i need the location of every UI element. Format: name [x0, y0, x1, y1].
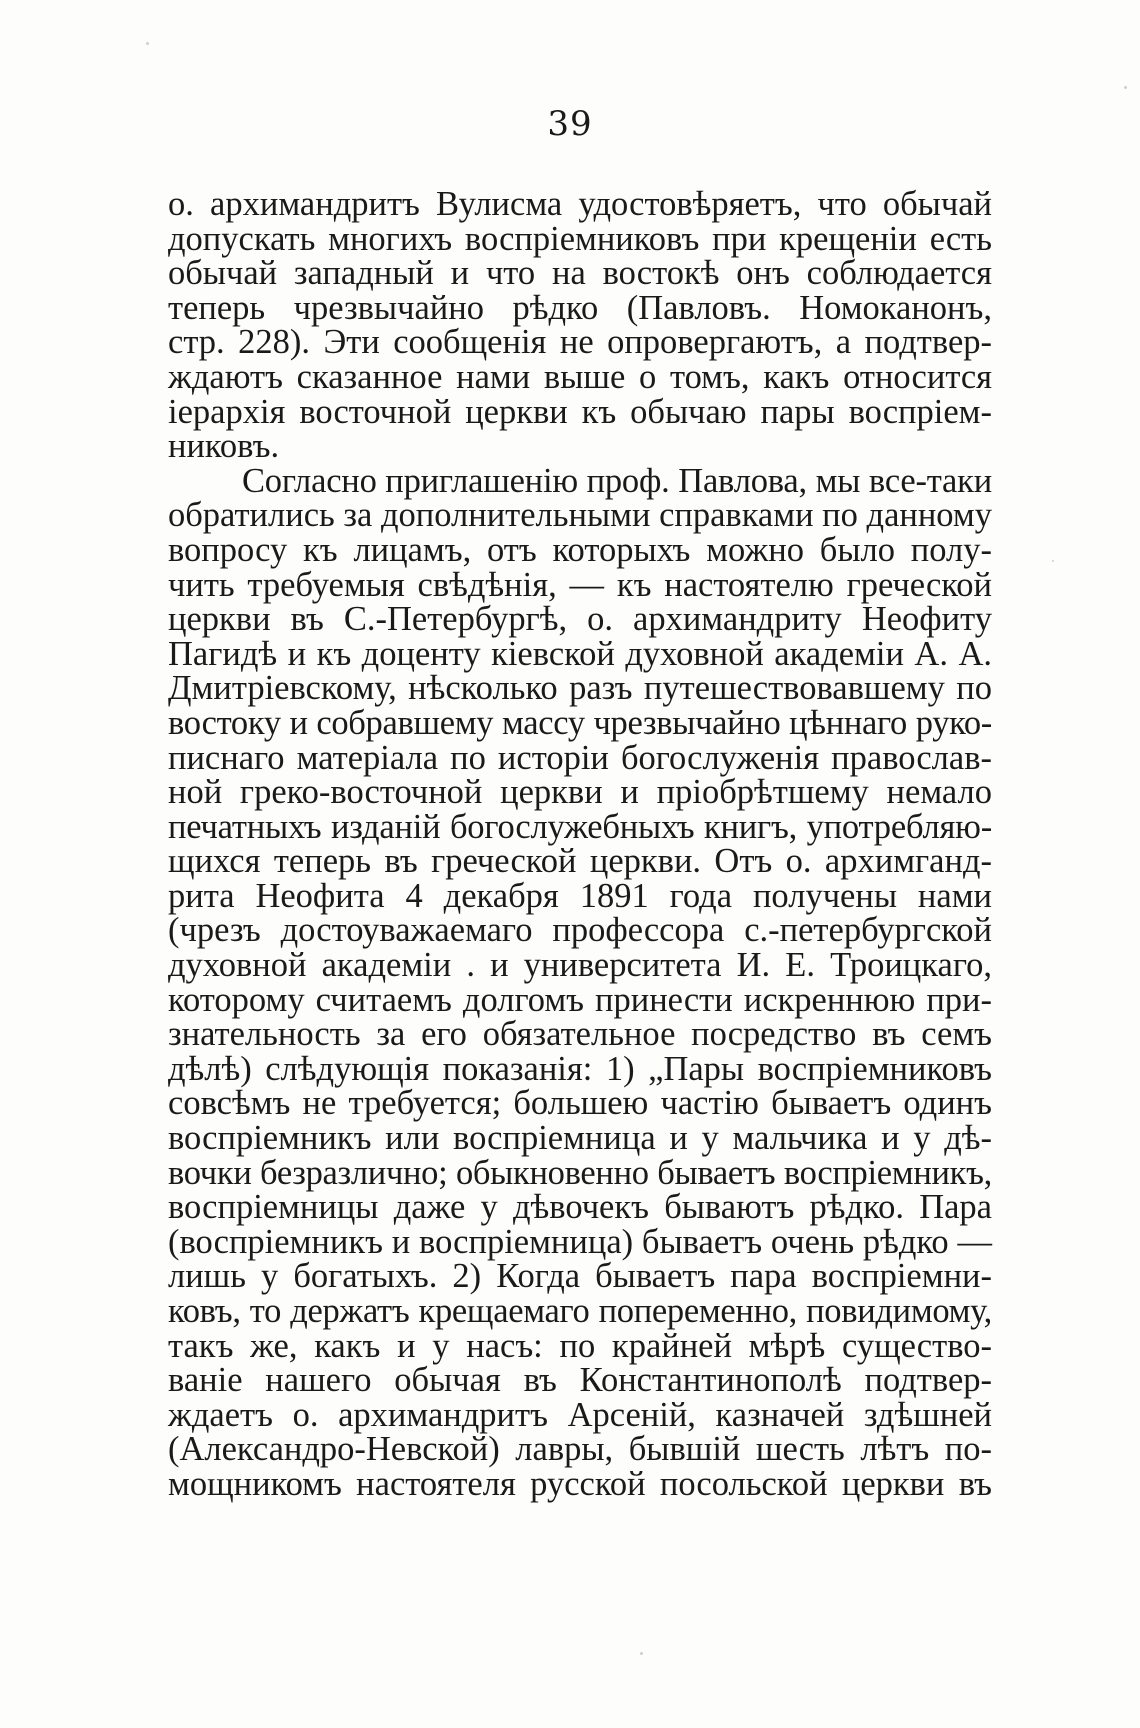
text-line: обратились за дополнительными справками по данному — [168, 496, 992, 535]
text-line: ковъ, то держатъ крещаемаго попеременно, повидимому, — [168, 1292, 992, 1330]
text-line: вочки безразлично; обыкновенно бываетъ воспріемникъ, — [168, 1153, 992, 1192]
text-line: (чрезъ достоуважаемаго профессора с.-петербургской — [168, 911, 992, 950]
page-number: 39 — [547, 104, 593, 144]
text-line: щихся теперь въ греческой церкви. Отъ о. архимганд- — [168, 842, 992, 881]
text-line: мощникомъ настоятеля русской посольской церкви въ — [168, 1464, 992, 1503]
text-line: воспріемницы даже у дѣвочекъ бываютъ рѣдко. Пара — [168, 1188, 992, 1227]
text-line: Согласно приглашенію проф. Павлова, мы все-таки — [242, 461, 992, 500]
text-line: никовъ. — [168, 427, 280, 466]
text-line: писнаго матеріала по исторіи богослуженія православ- — [168, 738, 992, 777]
text-line: ждаетъ о. архимандритъ Арсеній, казначей здѣшней — [168, 1395, 992, 1434]
text-line: ной греко-восточной церкви и пріобрѣтшему немало — [168, 773, 992, 812]
text-line: воспріемникъ или воспріемница и у мальчика и у дѣ- — [168, 1119, 992, 1158]
text-line: обычай западный и что на востокѣ онъ соблюдается — [168, 254, 992, 293]
text-line: іерархія восточной церкви къ обычаю пары воспріем- — [168, 392, 992, 431]
text-line: (Александро-Невской) лавры, бывшій шесть лѣтъ по- — [168, 1430, 992, 1469]
body-text — [168, 187, 992, 1502]
text-line: стр. 228). Эти сообщенія не опровергаютъ, а подтвер- — [168, 323, 992, 362]
text-line: допускать многихъ воспріемниковъ при крещеніи есть — [168, 219, 992, 258]
text-line: ваніе нашего обычая въ Константинополѣ подтвер- — [168, 1361, 992, 1400]
text-line: Дмитріевскому, нѣсколько разъ путешествовавшему по — [168, 669, 992, 708]
text-line: востоку и собравшему массу чрезвычайно цѣннаго руко- — [168, 703, 992, 742]
paper-speck — [640, 1652, 643, 1655]
text-line: которому считаемъ долгомъ принести искреннюю при- — [168, 980, 992, 1019]
text-line: духовной академіи . и университета И. Е. Троицкаго, — [168, 946, 992, 985]
text-line: чить требуемыя свѣдѣнія, — къ настоятелю греческой — [168, 565, 992, 604]
text-line: знательность за его обязательное посредство въ семъ — [168, 1015, 992, 1054]
text-line: такъ же, какъ и у насъ: по крайней мѣрѣ существо- — [168, 1326, 992, 1365]
text-line: церкви въ С.-Петербургѣ, о. архимандриту Неофиту — [168, 600, 992, 639]
text-line: дѣлѣ) слѣдующія показанія: 1) „Пары воспріемниковъ — [168, 1049, 992, 1088]
text-line: ждаютъ сказанное нами выше о томъ, какъ относится — [168, 357, 992, 396]
text-line: печатныхъ изданій богослужебныхъ книгъ, употребляю- — [168, 807, 992, 846]
text-line: лишь у богатыхъ. 2) Когда бываетъ пара воспріемни- — [168, 1257, 992, 1296]
text-line: теперь чрезвычайно рѣдко (Павловъ. Номоканонъ, — [168, 288, 992, 327]
text-line: рита Неофита 4 декабря 1891 года получены нами — [168, 876, 992, 915]
text-line: о. архимандритъ Вулисма удостовѣряетъ, что обычай — [168, 185, 992, 223]
paper-speck — [1052, 560, 1054, 562]
text-line: Пагидѣ и къ доценту кіевской духовной академіи А. А. — [168, 634, 992, 673]
text-line: (воспріемникъ и воспріемница) бываетъ очень рѣдко — — [168, 1222, 992, 1261]
paper-speck — [146, 42, 149, 45]
text-line: совсѣмъ не требуется; большею частію бываетъ одинъ — [168, 1084, 992, 1123]
text-line: вопросу къ лицамъ, отъ которыхъ можно было полу- — [168, 530, 992, 569]
paper-speck — [1124, 86, 1127, 89]
